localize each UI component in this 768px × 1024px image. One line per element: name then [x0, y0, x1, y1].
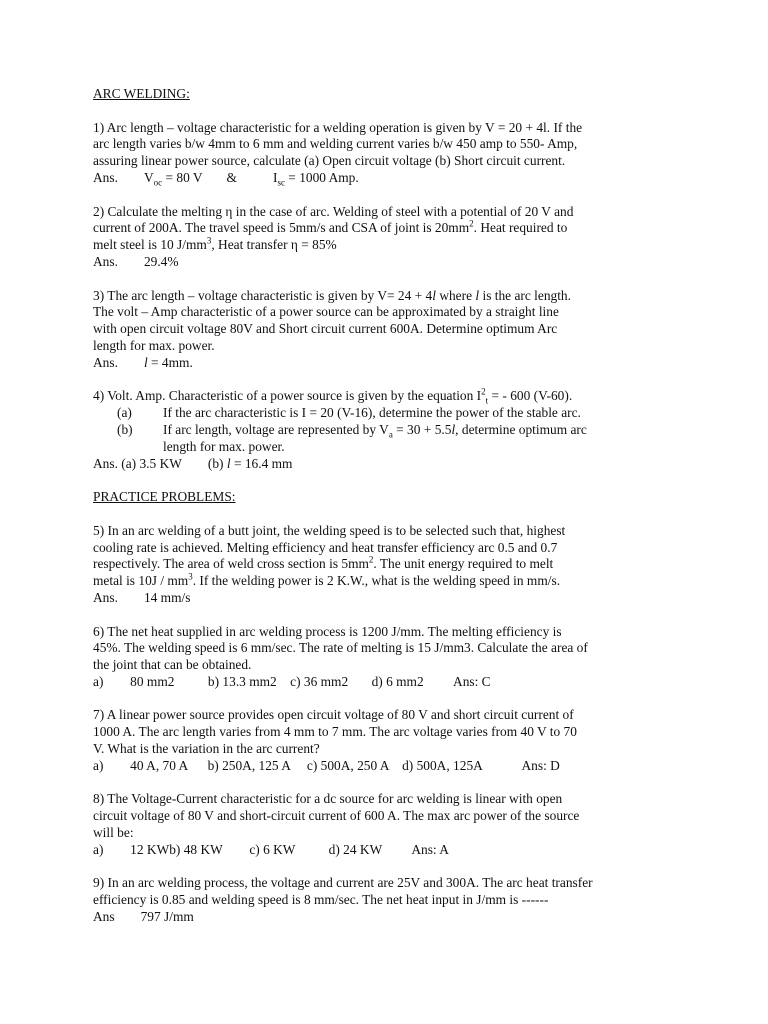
problem-8-options: a) 12 KWb) 48 KW c) 6 KW d) 24 KW Ans: A	[93, 841, 449, 857]
problem-9-answer: Ans 797 J/mm	[93, 909, 194, 925]
problem-7-line-2: 1000 A. The arc length varies from 4 mm to 7 mm. The arc voltage varies from 40 V to 70	[93, 724, 577, 740]
problem-2	[93, 204, 676, 271]
problem-4	[93, 388, 676, 472]
problem-1-line-1: 1) Arc length – voltage characteristic for a welding operation is given by V = 20 + 4l. If the	[93, 119, 583, 135]
problem-1	[93, 120, 676, 187]
problem-2-line-2: current of 200A. The travel speed is 5mm/s and CSA of joint is $20mm^2$. Heat required to	[93, 218, 568, 236]
problem-4-line-1: 4) Volt. Amp. Characteristic of a power source is given by the equation $I^2_t$ = - 600 (V-60).	[93, 386, 573, 407]
problem-5-line-2: cooling rate is achieved. Melting efficiency and heat transfer efficiency arc 0.5 and 0.7	[93, 539, 558, 555]
problem-5-line-3: respectively. The area of weld cross section is $5mm^2$. The unit energy required to melt	[93, 554, 554, 572]
problem-6-line-3: the joint that can be obtained.	[93, 657, 252, 673]
answer-label: Ans.	[93, 169, 118, 185]
problem-3	[93, 288, 676, 372]
problem-2-line-1: 2) Calculate the melting η in the case of arc. Welding of steel with a potential of 20 V and	[93, 203, 574, 219]
problem-5	[93, 523, 676, 607]
problem-7-options: a) 40 A, 70 A b) 250A, 125 A c) 500A, 250 A d) 500A, 125A Ans: D	[93, 757, 560, 773]
problem-4-answer: Ans. (a) 3.5 KW (b) l = 16.4 mm	[93, 455, 293, 471]
document-page	[93, 86, 676, 926]
problem-4-part-b: (b) If arc length, voltage are represented by $V_a = 30 + 5.5l$, determine optimum arc length for max. power.	[117, 421, 587, 454]
problem-3-line-4: length for max. power.	[93, 337, 215, 353]
problem-1-line-3: assuring linear power source, calculate (a) Open circuit voltage (b) Short circuit current.	[93, 153, 566, 169]
problem-5-line-4: metal is $10J / mm^3$. If the welding power is 2 K.W., what is the welding speed in mm/s.	[93, 571, 561, 589]
problem-1-answer: Ans. $V_{oc} = 80$ V & $I_{sc} = 1000$ Amp.	[93, 169, 359, 188]
problem-7-line-1: 7) A linear power source provides open circuit voltage of 80 V and short circuit current of	[93, 707, 574, 723]
problem-6-options: a) 80 mm2 b) 13.3 mm2 c) 36 mm2 d) 6 mm2 Ans: C	[93, 673, 491, 689]
problem-4-part-a: (a) If the arc characteristic is I = 20 (V-16), determine the power of the stable arc.	[117, 405, 581, 421]
problem-8	[93, 791, 676, 858]
page-title: ARC WELDING:	[93, 86, 190, 101]
problem-2-line-3: melt steel is 10 $J/mm^3$, Heat transfer η = 85%	[93, 235, 337, 253]
problem-3-line-3: with open circuit voltage 80V and Short circuit current 600A. Determine optimum Arc	[93, 321, 558, 337]
problem-6-line-1: 6) The net heat supplied in arc welding process is 1200 J/mm. The melting efficiency is	[93, 623, 562, 639]
problem-8-line-1: 8) The Voltage-Current characteristic for a dc source for arc welding is linear with open	[93, 791, 563, 807]
problem-9	[93, 875, 676, 925]
problem-2-answer: Ans. 29.4%	[93, 253, 179, 269]
problem-6	[93, 624, 676, 691]
section-heading-practice: PRACTICE PROBLEMS:	[93, 489, 236, 505]
problem-9-line-2: efficiency is 0.85 and welding speed is 8 mm/sec. The net heat input in J/mm is ------	[93, 892, 549, 908]
problem-1-line-2: arc length varies b/w 4mm to 6 mm and welding current varies b/w 450 amp to 550- Amp,	[93, 136, 578, 152]
problem-9-line-1: 9) In an arc welding process, the voltage and current are 25V and 300A. The arc heat transfer	[93, 875, 593, 891]
problem-7	[93, 707, 676, 774]
problem-5-line-1: 5) In an arc welding of a butt joint, the welding speed is to be selected such that, highest	[93, 522, 566, 538]
problem-7-line-3: V. What is the variation in the arc current?	[93, 741, 320, 757]
problem-3-line-1: 3) The arc length – voltage characteristic is given by V= 24 + 4l where l is the arc length.	[93, 287, 571, 303]
problem-6-line-2: 45%. The welding speed is 6 mm/sec. The rate of melting is 15 J/mm3. Calculate the area of	[93, 640, 588, 656]
problem-3-answer: Ans. l = 4mm.	[93, 354, 193, 370]
problem-5-answer: Ans. 14 mm/s	[93, 589, 191, 605]
problem-3-line-2: The volt – Amp characteristic of a power source can be approximated by a straight line	[93, 304, 559, 320]
problem-8-line-2: circuit voltage of 80 V and short-circuit current of 600 A. The max arc power of the source	[93, 808, 580, 824]
problem-8-line-3: will be:	[93, 825, 134, 841]
